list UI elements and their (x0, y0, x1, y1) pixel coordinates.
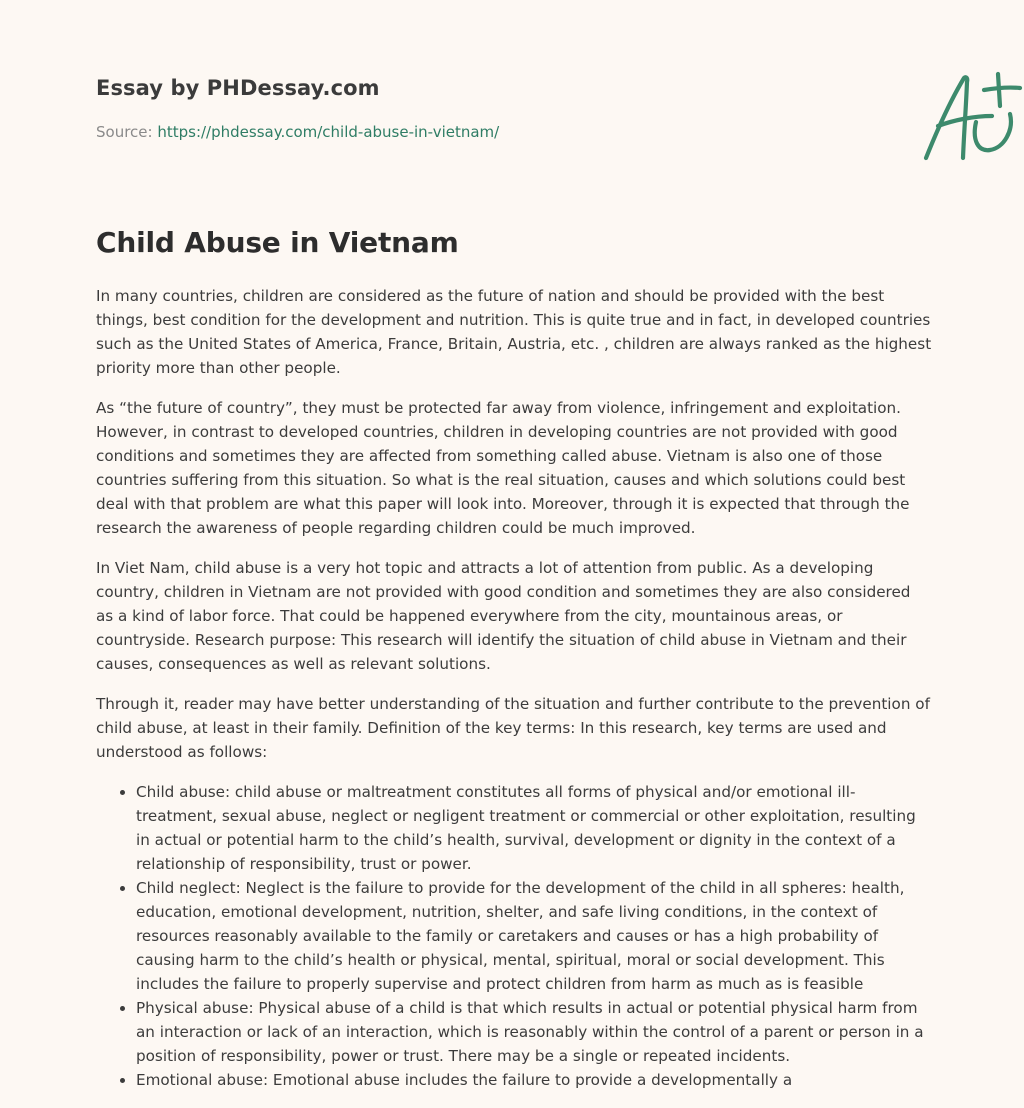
source-line (96, 123, 499, 141)
essay-title: Child Abuse in Vietnam (96, 226, 459, 259)
source-label: Source: (96, 123, 158, 141)
list-item: • Child neglect: Neglect is the failure to provide for the development of the child in all spheres: health, education, emotional development, nutrition, shelter, and safe living conditions, in the context of resources reasonably available to the family or caretakers and causes or has a high probability of causing harm to the child’s health or physical, mental, spiritual, moral or social development. This includes the failure to properly supervise and protect children from harm as much as is feasible (136, 876, 932, 996)
a-plus-logo-icon (918, 68, 1024, 164)
source-link[interactable]: https://phdessay.com/child-abuse-in-vietnam/ (157, 123, 500, 141)
paragraph: In Viet Nam, child abuse is a very hot topic and attracts a lot of attention from public. As a developing country, children in Vietnam are not provided with good condition and sometimes they are also considered as a kind of labor force. That could be happened everywhere from the city, mountainous areas, or countryside. Research purpose: This research will identify the situation of child abuse in Vietnam and their causes, consequences as well as relevant solutions. (96, 559, 911, 673)
essay-body (96, 284, 932, 1092)
paragraph: As “the future of country”, they must be protected far away from violence, infringement and exploitation. However, in contrast to developed countries, children in developing countries are not provided with good conditions and sometimes they are affected from something called abuse. Vietnam is also one of those countries suffering from this situation. So what is the real situation, causes and which solutions could best deal with that problem are what this paper will look into. Moreover, through it is expected that through the research the awareness of people regarding children could be much improved. (96, 399, 910, 537)
paragraph: In many countries, children are considered as the future of nation and should be provided with the best things, best condition for the development and nutrition. This is quite true and in fact, in developed countries such as the United States of America, France, Britain, Austria, etc. , children are always ranked as the highest priority more than other people. (96, 287, 932, 377)
definitions-list (96, 780, 932, 1092)
list-item: • Child abuse: child abuse or maltreatment constitutes all forms of physical and/or emotional ill-treatment, sexual abuse, neglect or negligent treatment or commercial or other exploitation, resulting in actual or potential harm to the child’s health, survival, development or dignity in the context of a relationship of responsibility, trust or power. (136, 780, 932, 876)
paragraph: Through it, reader may have better understanding of the situation and further contribute to the prevention of child abuse, at least in their family. Definition of the key terms: In this research, key terms are used and understood as follows: (96, 695, 930, 761)
list-item: • Physical abuse: Physical abuse of a child is that which results in actual or potential physical harm from an interaction or lack of an interaction, which is reasonably within the control of a parent or person in a position of responsibility, power or trust. There may be a single or repeated incidents. (136, 996, 932, 1068)
site-brand: Essay by PHDessay.com (96, 76, 380, 100)
list-item: • Emotional abuse: Emotional abuse includes the failure to provide a developmentally a (136, 1068, 932, 1092)
